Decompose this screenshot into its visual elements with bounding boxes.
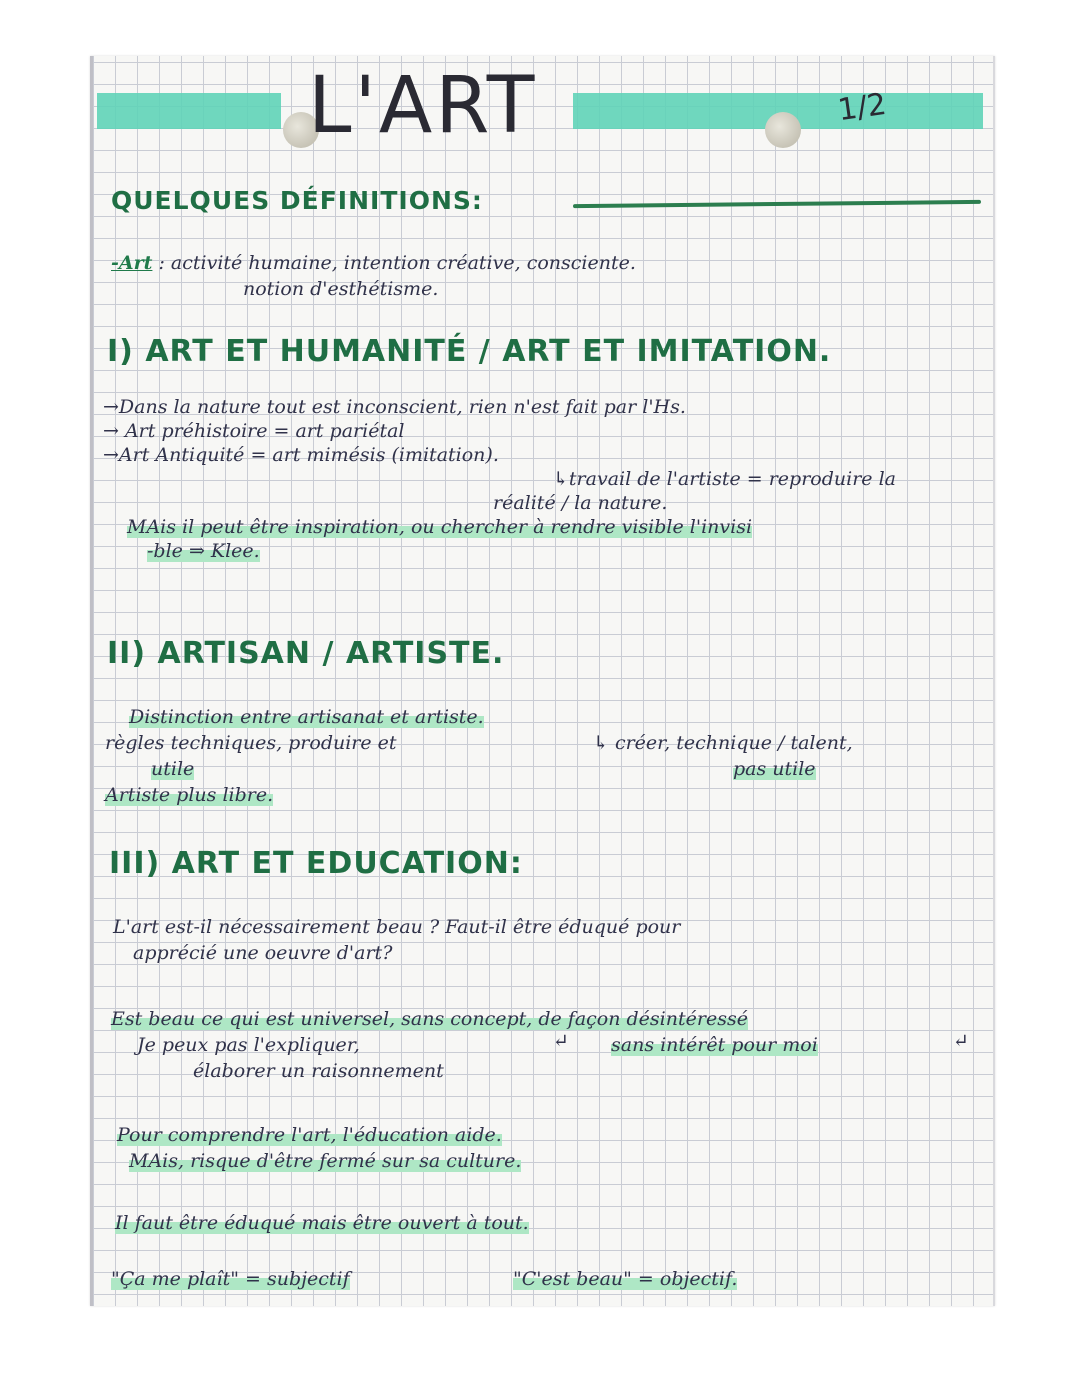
definition-line-1 (111, 252, 636, 274)
section-3-line: Pour comprendre l'art, l'éducation aide. (117, 1124, 502, 1146)
section-1-line: MAis il peut être inspiration, ou chercher à rendre visible l'invisi (127, 516, 753, 538)
definition-text-1: : activité humaine, intention créative, consciente. (158, 252, 636, 274)
section-2-line: règles techniques, produire et (105, 732, 397, 754)
section-2-line: ↳ créer, technique / talent, (593, 732, 853, 754)
definitions-heading: QUELQUES DÉFINITIONS: (111, 186, 483, 215)
definition-line-2: notion d'esthétisme. (243, 278, 439, 300)
section-2-line: utile (151, 758, 195, 780)
section-3-line: L'art est-il nécessairement beau ? Faut-il être éduqué pour (113, 916, 681, 938)
definition-term: -Art (111, 252, 153, 274)
section-3-line: apprécié une oeuvre d'art? (133, 942, 393, 964)
section-3-line: Je peux pas l'expliquer, (137, 1034, 360, 1056)
section-2-line: pas utile (733, 758, 816, 780)
section-1-line: →Dans la nature tout est inconscient, rien n'est fait par l'Hs. (103, 396, 686, 418)
section-3-heading: III) ART ET EDUCATION: (109, 846, 523, 881)
return-arrow-icon: ↵ (553, 1030, 569, 1052)
section-3-line: Il faut être éduqué mais être ouvert à tout. (115, 1212, 529, 1234)
section-1-line: ↳travail de l'artiste = reproduire la (553, 468, 896, 490)
title-highlight-left (97, 93, 281, 129)
section-1-line: -ble ⇒ Klee. (147, 540, 260, 562)
section-1-line: → Art préhistoire = art pariétal (103, 420, 405, 442)
section-2-line: Artiste plus libre. (105, 784, 274, 806)
section-3-line: MAis, risque d'être fermé sur sa culture. (129, 1150, 522, 1172)
notebook-page (90, 56, 995, 1306)
punch-hole-right (765, 112, 801, 148)
section-1-heading: I) ART ET HUMANITÉ / ART ET IMITATION. (107, 334, 832, 369)
page-number: 1/2 (835, 86, 889, 129)
heading-underline (573, 200, 981, 208)
section-1-line: réalité / la nature. (493, 492, 668, 514)
section-3-line: sans intérêt pour moi (611, 1034, 818, 1056)
page-title: L'ART (308, 61, 538, 151)
section-3-line: élaborer un raisonnement (193, 1060, 444, 1082)
section-1-line: →Art Antiquité = art mimésis (imitation). (103, 444, 499, 466)
return-arrow-icon: ↵ (953, 1030, 969, 1052)
section-3-line: Est beau ce qui est universel, sans concept, de façon désintéressé (111, 1008, 748, 1030)
section-2-heading: II) ARTISAN / ARTISTE. (107, 636, 505, 671)
section-2-line: Distinction entre artisanat et artiste. (129, 706, 484, 728)
section-3-line: "Ça me plaît" = subjectif (111, 1268, 350, 1290)
section-3-line: "C'est beau" = objectif. (513, 1268, 738, 1290)
